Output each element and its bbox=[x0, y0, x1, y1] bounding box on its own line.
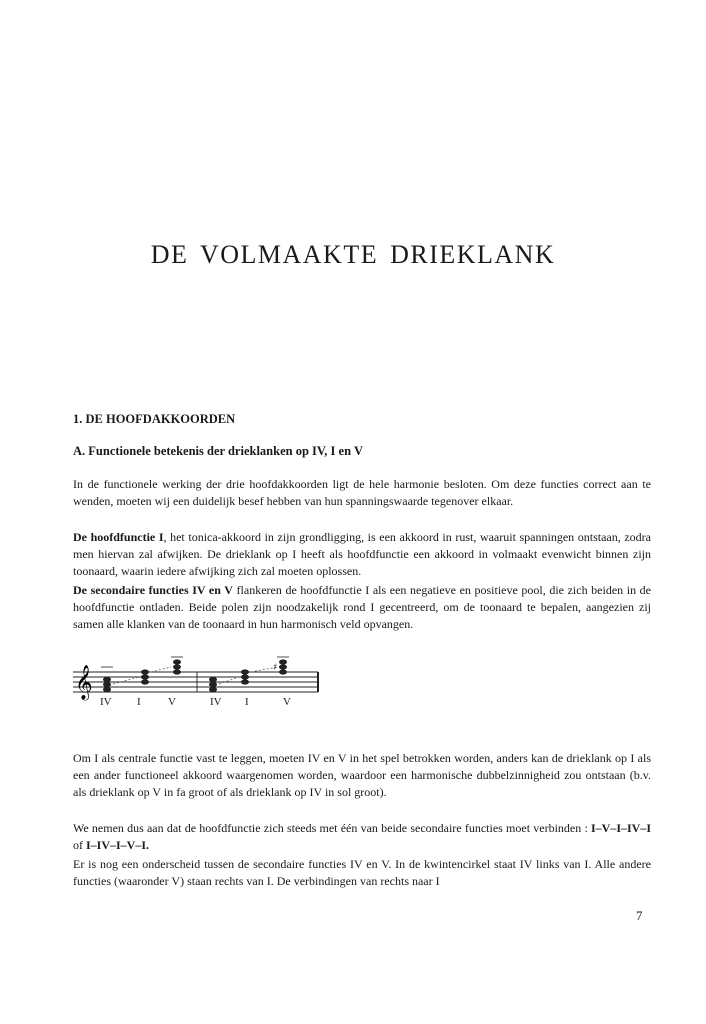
paragraph-hoofdfunctie bbox=[73, 529, 651, 580]
term-secondaire: De secondaire functies IV en V bbox=[73, 583, 233, 597]
paragraph-secondaire bbox=[73, 582, 651, 633]
conjunction-of: of bbox=[73, 838, 86, 852]
subsection-heading: A. Functionele betekenis der drieklanken op IV, I en V bbox=[73, 444, 363, 458]
paragraph-hoofdfunctie-text: , het tonica-akkoord in zijn grondligging, is een akkoord in rust, waaruit spanningen ontstaan, zodra men hiervan zal afwijken. De drieklank op I heeft als hoofdfunctie een akkoord in volmaakt evenwicht binnen zijn toonaard, waarin iedere afwijking zich zal moeten oplossen. bbox=[73, 530, 651, 578]
paragraph-verbinding bbox=[73, 820, 651, 854]
paragraph-verbinding-text: We nemen dus aan dat de hoofdfunctie zich steeds met één van beide secondaire functies moet verbinden : bbox=[73, 821, 591, 835]
paragraph-intro: In de functionele werking der drie hoofdakkoorden ligt de hele harmonie besloten. Om deze functies correct aan te wenden, moeten wij een duidelijk besef hebben van hun spanningswaarde tegenover elkaar. bbox=[73, 477, 651, 508]
chord-label: V bbox=[283, 696, 291, 708]
progression-1: I–V–I–IV–I bbox=[590, 821, 651, 835]
chord-label: IV bbox=[100, 696, 112, 708]
paragraph-secondaire-text: flankeren de hoofdfunctie I als een negatieve en positieve pool, die zich beiden in de hoofdfunctie ontladen. Beide polen zijn noodzakelijk rond I gecentreerd, om de toonaard te bepalen, aangezien zij samen alle klanken van de toonaard in hun harmonisch veld opvangen. bbox=[73, 583, 651, 631]
chord-label: I bbox=[137, 696, 141, 708]
section-heading: 1. DE HOOFDAKKOORDEN bbox=[73, 412, 236, 426]
chord-labels bbox=[0, 696, 706, 712]
term-hoofdfunctie: De hoofdfunctie I bbox=[73, 530, 164, 544]
paragraph-onderscheid: Er is nog een onderscheid tussen de secondaire functies IV en V. In de kwintencirkel staat IV links van I. Alle andere functies (waaronder V) staan rechts van I. De verbindingen van rechts naar I bbox=[73, 857, 651, 888]
treble-clef-icon: 𝄞 bbox=[75, 665, 93, 700]
page-title: DE VOLMAAKTE DRIEKLANK bbox=[150, 240, 556, 269]
chord-label: IV bbox=[210, 696, 222, 708]
page-number: 7 bbox=[636, 908, 643, 923]
sharp-icon: ♯ bbox=[273, 663, 278, 673]
progression-2: I–IV–I–V–I. bbox=[86, 838, 150, 852]
chord-label: V bbox=[168, 696, 176, 708]
chord-label: I bbox=[245, 696, 249, 708]
paragraph-centrale-functie: Om I als centrale functie vast te leggen, moeten IV en V in het spel betrokken worden, anders kan de drieklank op I als een ander functioneel akkoord waargenomen worden, waardoor een harmonische dubbelzinnigheid zou ontstaan (b.v. als drieklank op V in fa groot of als drieklank op IV in sol groot). bbox=[73, 751, 651, 799]
